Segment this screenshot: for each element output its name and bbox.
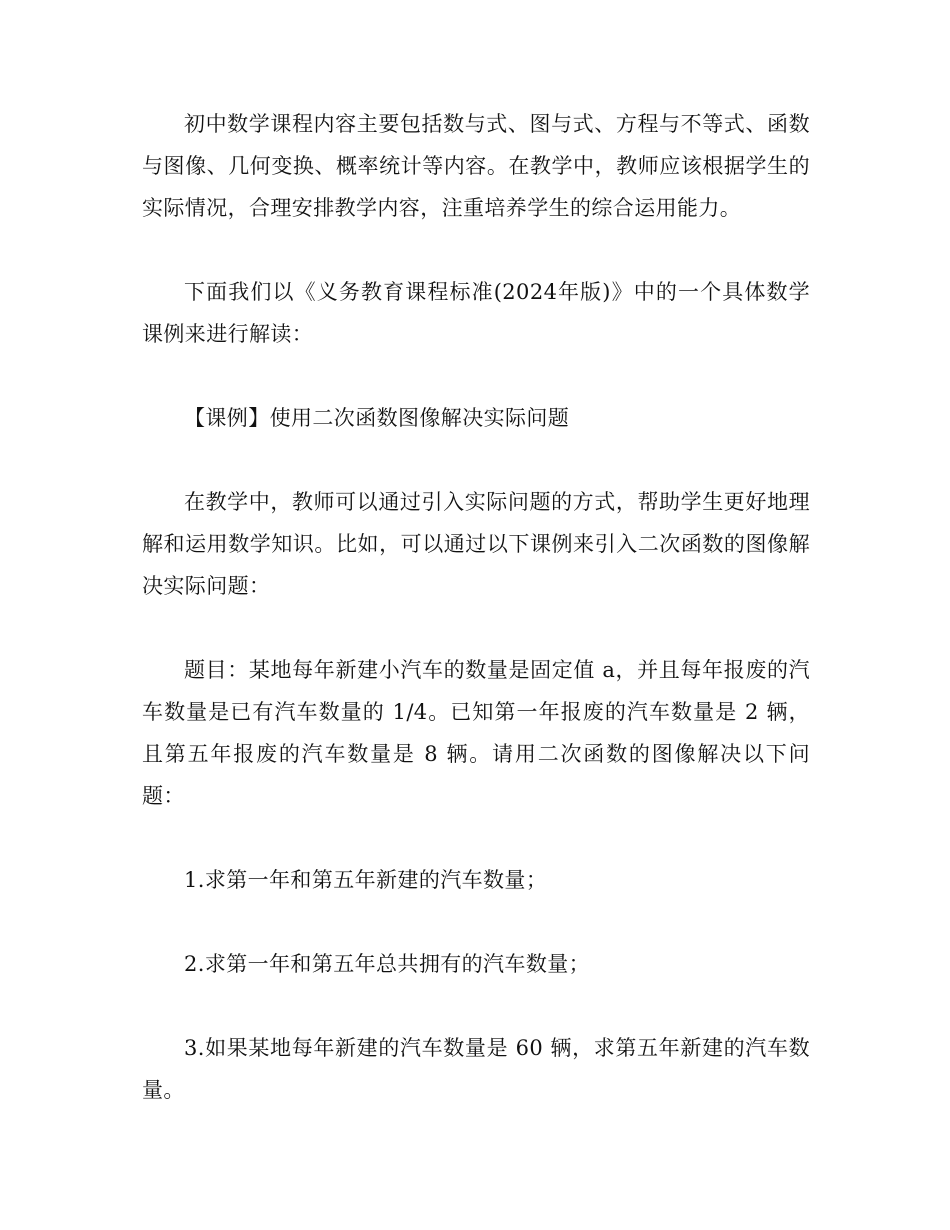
document-body: [142, 103, 810, 1111]
paragraph-problem-statement: 题目：某地每年新建小汽车的数量是固定值 a，并且每年报废的汽车数量是已有汽车数量的 1/4。已知第一年报废的汽车数量是 2 辆，且第五年报废的汽车数量是 8 辆。请用二次函数的图像解决以下问题：: [142, 658, 810, 808]
question-item-1: 1.求第一年和第五年新建的汽车数量；: [184, 868, 548, 892]
paragraph-curriculum-overview: 初中数学课程内容主要包括数与式、图与式、方程与不等式、函数与图像、几何变换、概率统计等内容。在教学中，教师应该根据学生的实际情况，合理安排教学内容，注重培养学生的综合运用能力。: [142, 112, 810, 220]
paragraph-teaching-approach: 在教学中，教师可以通过引入实际问题的方式，帮助学生更好地理解和运用数学知识。比如，可以通过以下课例来引入二次函数的图像解决实际问题：: [142, 490, 810, 598]
question-item-2: 2.求第一年和第五年总共拥有的汽车数量；: [184, 952, 591, 976]
question-item-3: 3.如果某地每年新建的汽车数量是 60 辆，求第五年新建的汽车数量。: [142, 1036, 810, 1102]
paragraph-standard-intro: 下面我们以《义务教育课程标准(2024年版)》中的一个具体数学课例来进行解读：: [142, 280, 810, 346]
paragraph-lesson-title: 【课例】使用二次函数图像解决实际问题: [184, 406, 570, 430]
